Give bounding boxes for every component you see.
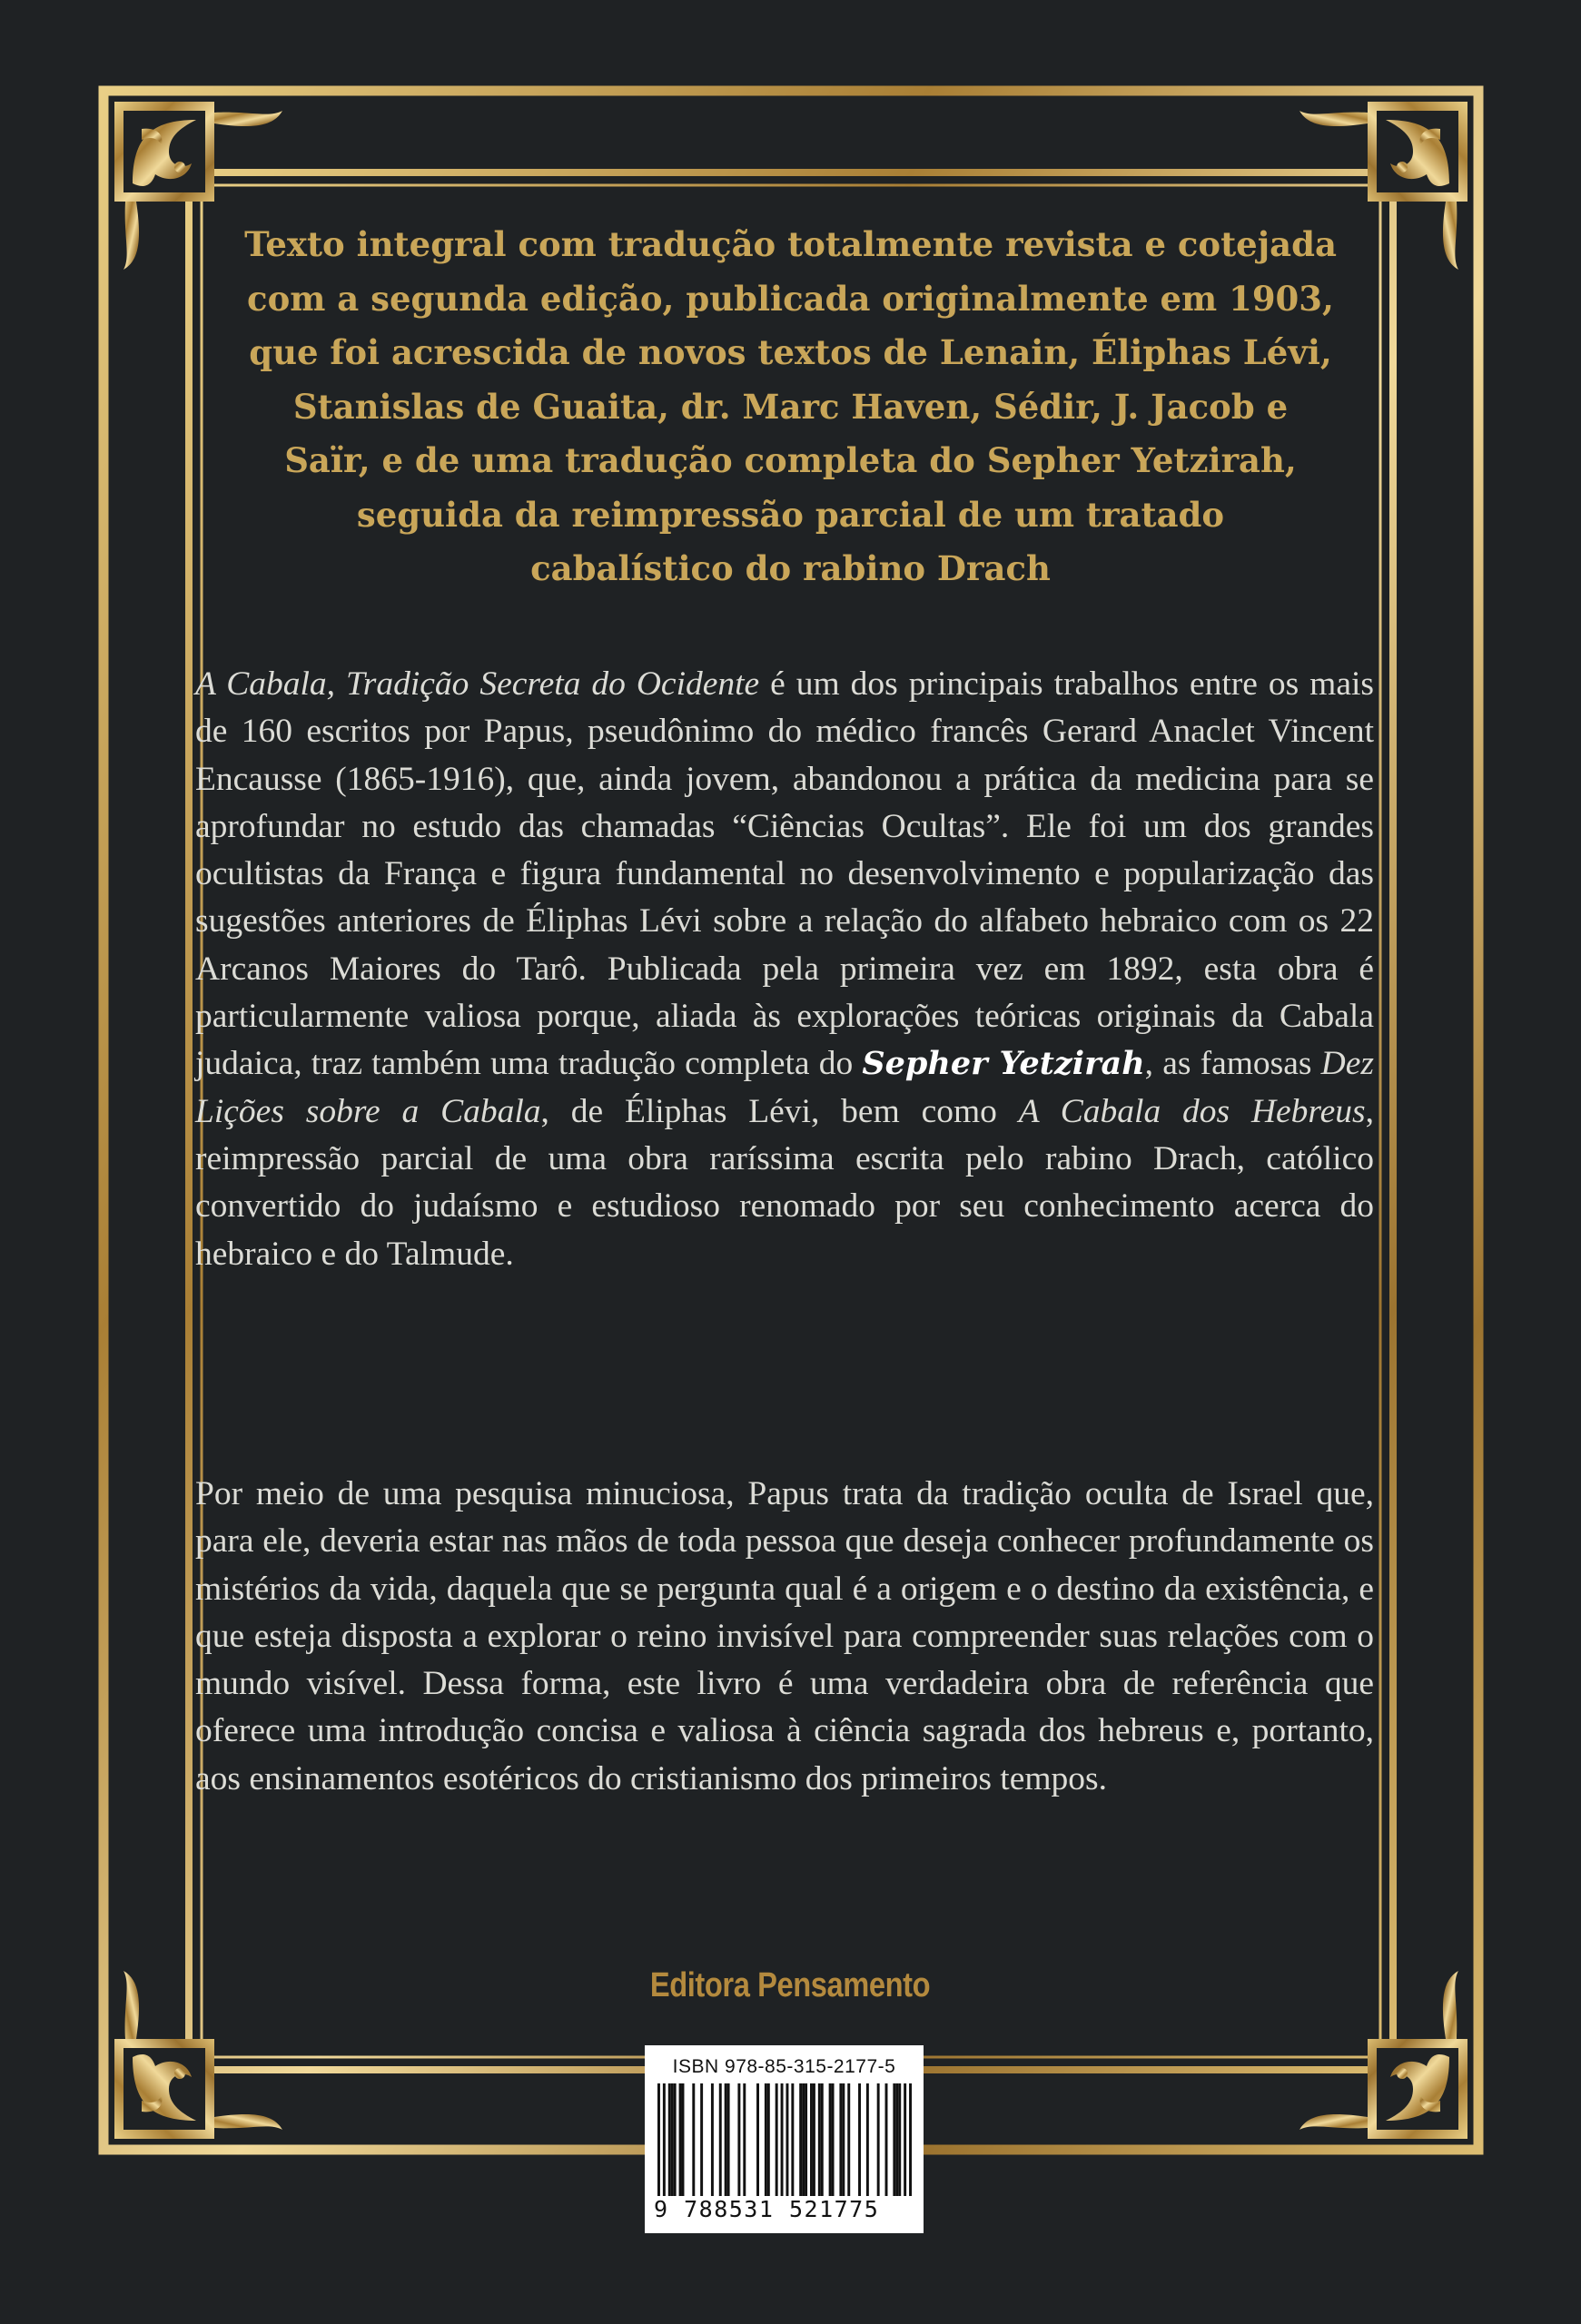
description-paragraph-2: Por meio de uma pesquisa minuciosa, Papus trata da tradição oculta de Israel que, para ele, deveria estar nas mãos de toda pessoa que deseja conhecer profundamente os mistérios da vida, daquela que se pergunta qual é a origem e o destino da existência, e que esteja disposta a explorar o reino invisível para compreender suas relações com o mundo visível. Dessa forma, este livro é uma verdadeira obra de referência que oferece uma introdução concisa e valiosa à ciência sagrada dos hebreus e, portanto, aos ensinamentos esotéricos do cristianismo dos primeiros tempos. bbox=[195, 1475, 1374, 1797]
description-paragraph-1 bbox=[195, 661, 1374, 1278]
barcode-bars bbox=[657, 2083, 912, 2196]
barcode-bar bbox=[671, 2083, 674, 2196]
barcode-bar bbox=[829, 2083, 832, 2196]
barcode-bar bbox=[832, 2083, 835, 2196]
barcode-bar bbox=[791, 2083, 794, 2196]
barcode-bar bbox=[711, 2083, 714, 2196]
barcode-digits: 9 788531 521775 bbox=[654, 2196, 880, 2222]
barcode-bar bbox=[842, 2083, 845, 2196]
barcode-bar bbox=[898, 2083, 901, 2196]
barcode-bar bbox=[743, 2083, 746, 2196]
barcode-bar bbox=[765, 2083, 767, 2196]
barcode-bar bbox=[802, 2083, 805, 2196]
barcode-bar bbox=[756, 2083, 759, 2196]
barcode-bar bbox=[904, 2083, 906, 2196]
book-title: A Cabala, Tradição Secreta do Ocidente bbox=[195, 665, 760, 703]
barcode-bar bbox=[767, 2083, 770, 2196]
paragraph-text: , reimpressão parcial de uma obra raríssima escrita pelo rabino Drach, católico convertido do judaísmo e estudioso renomado por seu conhecimento acerca do hebraico e do Talmude. bbox=[195, 1092, 1374, 1273]
barcode-bar bbox=[700, 2083, 703, 2196]
blurb-line: seguida da reimpressão parcial de um tratado bbox=[356, 494, 1225, 535]
paragraph-text: , as famosas bbox=[1144, 1045, 1321, 1083]
barcode-bar bbox=[725, 2083, 727, 2196]
barcode-bar bbox=[866, 2083, 869, 2196]
barcode-bar bbox=[818, 2083, 821, 2196]
barcode-bar bbox=[813, 2083, 815, 2196]
dez-licoes-title: Dez Lições sobre a Cabala bbox=[195, 1045, 1374, 1130]
barcode-bar bbox=[799, 2083, 802, 2196]
barcode-bar bbox=[847, 2083, 850, 2196]
blurb-line: Stanislas de Guaita, dr. Marc Haven, Sédir, J. Jacob e bbox=[292, 386, 1289, 427]
barcode-bar bbox=[737, 2083, 740, 2196]
barcode-bar bbox=[692, 2083, 695, 2196]
barcode-bar bbox=[893, 2083, 895, 2196]
barcode-bar bbox=[657, 2083, 660, 2196]
barcode-bar bbox=[679, 2083, 682, 2196]
barcode-bar bbox=[821, 2083, 824, 2196]
barcode-bar bbox=[776, 2083, 778, 2196]
barcode-bar bbox=[663, 2083, 666, 2196]
paragraph-text: é um dos principais trabalhos entre os mais de 160 escritos por Papus, pseudônimo do médico francês Gerard Anaclet Vincent Encausse (1865-1916), que, ainda jovem, abandonou a prática da medicina para se aprofundar no estudo das chamadas “Ciências Ocultas”. Ele foi um dos grandes ocultistas da França e figura fundamental no desenvolvimento e popularização das sugestões anteriores de Éliphas Lévi sobre a relação do alfabeto hebraico com os 22 Arcanos Maiores do Tarô. Publicada pela primeira vez em 1892, esta obra é particularmente valiosa porque, aliada às explorações teóricas originais da Cabala judaica, traz também uma tradução completa do bbox=[195, 665, 1374, 1083]
barcode-bar bbox=[781, 2083, 784, 2196]
publisher-name: Editora Pensamento bbox=[649, 1966, 931, 2004]
barcode-bar bbox=[909, 2083, 912, 2196]
barcode-bar bbox=[877, 2083, 880, 2196]
isbn-label: ISBN 978-85-315-2177-5 bbox=[672, 2056, 896, 2077]
barcode-bar bbox=[727, 2083, 730, 2196]
barcode-bar bbox=[786, 2083, 788, 2196]
barcode-bar bbox=[858, 2083, 861, 2196]
barcode-bar bbox=[885, 2083, 888, 2196]
sepher-yetzirah-title: Sepher Yetzirah bbox=[862, 1045, 1145, 1083]
barcode-bar bbox=[810, 2083, 813, 2196]
blurb-line: que foi acrescida de novos textos de Lenain, Éliphas Lévi, bbox=[249, 332, 1332, 372]
barcode-bar bbox=[805, 2083, 807, 2196]
paragraph-text: , de Éliphas Lévi, bem como bbox=[540, 1092, 1019, 1130]
blurb-line: Texto integral com tradução totalmente revista e cotejada bbox=[244, 224, 1337, 264]
blurb-line: Saïr, e de uma tradução completa do Sepher Yetzirah, bbox=[284, 440, 1297, 480]
blurb-line: com a segunda edição, publicada originalmente em 1903, bbox=[247, 278, 1334, 319]
blurb-line: cabalístico do rabino Drach bbox=[530, 548, 1051, 588]
barcode-bar bbox=[668, 2083, 671, 2196]
barcode-bar bbox=[895, 2083, 898, 2196]
isbn-barcode bbox=[645, 2045, 924, 2233]
barcode-bar bbox=[719, 2083, 722, 2196]
barcode-bar bbox=[839, 2083, 842, 2196]
cabala-hebreus-title: A Cabala dos Hebreus bbox=[1018, 1092, 1366, 1130]
summary-blurb bbox=[218, 218, 1363, 596]
barcode-bar bbox=[682, 2083, 685, 2196]
barcode-bar bbox=[674, 2083, 677, 2196]
